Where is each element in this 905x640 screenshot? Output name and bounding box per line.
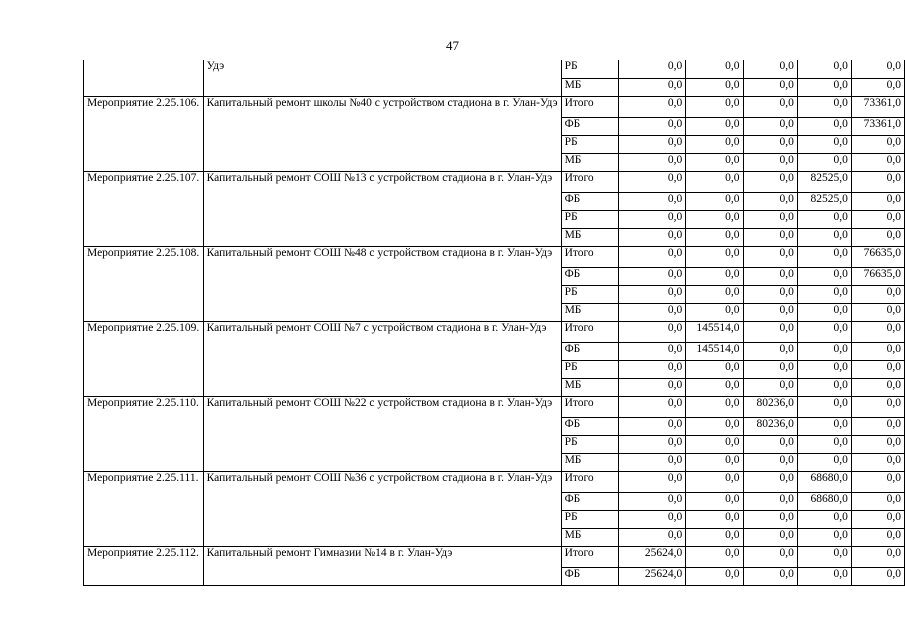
value-cell: 0,0 bbox=[686, 135, 743, 153]
value-cell: 0,0 bbox=[851, 192, 904, 210]
event-name: Мероприятие 2.25.106. bbox=[84, 96, 204, 171]
value-cell: 0,0 bbox=[851, 528, 904, 546]
value-cell: 0,0 bbox=[619, 435, 686, 453]
value-cell: 0,0 bbox=[619, 153, 686, 171]
value-cell: 0,0 bbox=[619, 135, 686, 153]
value-cell: 0,0 bbox=[797, 303, 851, 321]
event-description: Удэ bbox=[203, 60, 561, 96]
value-cell: 0,0 bbox=[619, 321, 686, 342]
event-description: Капитальный ремонт СОШ №13 с устройством стадиона в г. Улан-Удэ bbox=[203, 171, 561, 246]
table-row bbox=[84, 60, 905, 78]
value-cell: 0,0 bbox=[619, 192, 686, 210]
funding-source: МБ bbox=[561, 528, 619, 546]
value-cell: 0,0 bbox=[686, 396, 743, 417]
funding-source: МБ bbox=[561, 303, 619, 321]
value-cell: 0,0 bbox=[797, 360, 851, 378]
value-cell: 0,0 bbox=[851, 567, 904, 585]
value-cell: 0,0 bbox=[686, 471, 743, 492]
value-cell: 73361,0 bbox=[851, 117, 904, 135]
table-row bbox=[84, 546, 905, 567]
value-cell: 0,0 bbox=[686, 96, 743, 117]
value-cell: 0,0 bbox=[851, 171, 904, 192]
value-cell: 0,0 bbox=[851, 435, 904, 453]
table-row bbox=[84, 321, 905, 342]
value-cell: 0,0 bbox=[619, 285, 686, 303]
value-cell: 0,0 bbox=[743, 153, 797, 171]
funding-source: МБ bbox=[561, 153, 619, 171]
table-row bbox=[84, 396, 905, 417]
value-cell: 0,0 bbox=[619, 267, 686, 285]
value-cell: 0,0 bbox=[743, 267, 797, 285]
value-cell: 80236,0 bbox=[743, 417, 797, 435]
event-description: Капитальный ремонт Гимназии №14 в г. Улан-Удэ bbox=[203, 546, 561, 585]
value-cell: 0,0 bbox=[851, 60, 904, 78]
value-cell: 0,0 bbox=[797, 135, 851, 153]
value-cell: 0,0 bbox=[619, 228, 686, 246]
value-cell: 0,0 bbox=[619, 378, 686, 396]
funding-source: МБ bbox=[561, 453, 619, 471]
value-cell: 0,0 bbox=[686, 60, 743, 78]
value-cell: 0,0 bbox=[797, 285, 851, 303]
value-cell: 0,0 bbox=[743, 117, 797, 135]
funding-source: Итого bbox=[561, 396, 619, 417]
value-cell: 0,0 bbox=[797, 210, 851, 228]
value-cell: 76635,0 bbox=[851, 267, 904, 285]
funding-source: ФБ bbox=[561, 492, 619, 510]
value-cell: 0,0 bbox=[797, 378, 851, 396]
value-cell: 0,0 bbox=[743, 228, 797, 246]
funding-source: РБ bbox=[561, 360, 619, 378]
value-cell: 0,0 bbox=[686, 435, 743, 453]
funding-source: МБ bbox=[561, 228, 619, 246]
value-cell: 0,0 bbox=[686, 453, 743, 471]
value-cell: 0,0 bbox=[743, 135, 797, 153]
funding-source: МБ bbox=[561, 78, 619, 96]
value-cell: 0,0 bbox=[851, 135, 904, 153]
funding-source: Итого bbox=[561, 471, 619, 492]
value-cell: 0,0 bbox=[851, 303, 904, 321]
funding-source: РБ bbox=[561, 135, 619, 153]
value-cell: 0,0 bbox=[619, 471, 686, 492]
value-cell: 0,0 bbox=[686, 417, 743, 435]
value-cell: 0,0 bbox=[851, 417, 904, 435]
value-cell: 0,0 bbox=[619, 171, 686, 192]
value-cell: 0,0 bbox=[686, 153, 743, 171]
value-cell: 0,0 bbox=[797, 153, 851, 171]
value-cell: 0,0 bbox=[743, 342, 797, 360]
table-row bbox=[84, 471, 905, 492]
value-cell: 0,0 bbox=[851, 285, 904, 303]
value-cell: 0,0 bbox=[743, 303, 797, 321]
event-name: Мероприятие 2.25.108. bbox=[84, 246, 204, 321]
value-cell: 0,0 bbox=[743, 528, 797, 546]
value-cell: 0,0 bbox=[686, 192, 743, 210]
value-cell: 0,0 bbox=[797, 321, 851, 342]
value-cell: 0,0 bbox=[743, 321, 797, 342]
value-cell: 0,0 bbox=[686, 285, 743, 303]
value-cell: 73361,0 bbox=[851, 96, 904, 117]
value-cell: 0,0 bbox=[686, 360, 743, 378]
value-cell: 0,0 bbox=[686, 171, 743, 192]
funding-source: РБ bbox=[561, 510, 619, 528]
value-cell: 0,0 bbox=[851, 471, 904, 492]
funding-source: Итого bbox=[561, 171, 619, 192]
value-cell: 0,0 bbox=[851, 360, 904, 378]
value-cell: 80236,0 bbox=[743, 396, 797, 417]
budget-table-body bbox=[84, 60, 905, 585]
value-cell: 0,0 bbox=[743, 96, 797, 117]
value-cell: 0,0 bbox=[743, 378, 797, 396]
value-cell: 0,0 bbox=[619, 453, 686, 471]
value-cell: 0,0 bbox=[743, 285, 797, 303]
value-cell: 0,0 bbox=[686, 492, 743, 510]
value-cell: 0,0 bbox=[851, 228, 904, 246]
funding-source: Итого bbox=[561, 546, 619, 567]
funding-source: ФБ bbox=[561, 417, 619, 435]
value-cell: 0,0 bbox=[619, 246, 686, 267]
value-cell: 0,0 bbox=[743, 435, 797, 453]
value-cell: 0,0 bbox=[797, 60, 851, 78]
value-cell: 0,0 bbox=[851, 510, 904, 528]
funding-source: ФБ bbox=[561, 267, 619, 285]
value-cell: 0,0 bbox=[797, 228, 851, 246]
value-cell: 0,0 bbox=[619, 510, 686, 528]
value-cell: 0,0 bbox=[743, 192, 797, 210]
value-cell: 0,0 bbox=[619, 492, 686, 510]
value-cell: 0,0 bbox=[797, 435, 851, 453]
value-cell: 25624,0 bbox=[619, 546, 686, 567]
value-cell: 82525,0 bbox=[797, 192, 851, 210]
value-cell: 0,0 bbox=[619, 360, 686, 378]
value-cell: 0,0 bbox=[686, 378, 743, 396]
value-cell: 0,0 bbox=[743, 171, 797, 192]
table-row bbox=[84, 171, 905, 192]
value-cell: 0,0 bbox=[743, 471, 797, 492]
funding-source: Итого bbox=[561, 321, 619, 342]
value-cell: 0,0 bbox=[797, 96, 851, 117]
event-name-cell bbox=[84, 60, 204, 96]
value-cell: 0,0 bbox=[743, 60, 797, 78]
value-cell: 0,0 bbox=[797, 78, 851, 96]
value-cell: 0,0 bbox=[686, 210, 743, 228]
value-cell: 0,0 bbox=[797, 417, 851, 435]
funding-source: МБ bbox=[561, 378, 619, 396]
value-cell: 0,0 bbox=[619, 303, 686, 321]
value-cell: 0,0 bbox=[851, 321, 904, 342]
value-cell: 0,0 bbox=[797, 528, 851, 546]
value-cell: 0,0 bbox=[743, 546, 797, 567]
value-cell: 76635,0 bbox=[851, 246, 904, 267]
event-description: Капитальный ремонт СОШ №7 с устройством стадиона в г. Улан-Удэ bbox=[203, 321, 561, 396]
event-name: Мероприятие 2.25.112. bbox=[84, 546, 204, 585]
value-cell: 0,0 bbox=[686, 267, 743, 285]
value-cell: 25624,0 bbox=[619, 567, 686, 585]
funding-source: ФБ bbox=[561, 342, 619, 360]
value-cell: 145514,0 bbox=[686, 321, 743, 342]
value-cell: 0,0 bbox=[797, 267, 851, 285]
value-cell: 0,0 bbox=[619, 417, 686, 435]
value-cell: 0,0 bbox=[743, 567, 797, 585]
value-cell: 0,0 bbox=[619, 78, 686, 96]
value-cell: 0,0 bbox=[743, 246, 797, 267]
value-cell: 0,0 bbox=[797, 546, 851, 567]
value-cell: 0,0 bbox=[619, 210, 686, 228]
table-row bbox=[84, 246, 905, 267]
value-cell: 0,0 bbox=[851, 546, 904, 567]
funding-source: Итого bbox=[561, 96, 619, 117]
value-cell: 0,0 bbox=[851, 342, 904, 360]
value-cell: 82525,0 bbox=[797, 171, 851, 192]
value-cell: 0,0 bbox=[743, 78, 797, 96]
value-cell: 0,0 bbox=[797, 246, 851, 267]
value-cell: 0,0 bbox=[851, 153, 904, 171]
value-cell: 0,0 bbox=[686, 246, 743, 267]
value-cell: 0,0 bbox=[686, 567, 743, 585]
budget-table bbox=[83, 60, 905, 586]
funding-source: ФБ bbox=[561, 567, 619, 585]
value-cell: 0,0 bbox=[743, 510, 797, 528]
value-cell: 0,0 bbox=[686, 510, 743, 528]
value-cell: 68680,0 bbox=[797, 471, 851, 492]
value-cell: 0,0 bbox=[619, 117, 686, 135]
value-cell: 0,0 bbox=[743, 210, 797, 228]
event-name: Мероприятие 2.25.111. bbox=[84, 471, 204, 546]
value-cell: 0,0 bbox=[851, 453, 904, 471]
page-number: 47 bbox=[446, 38, 459, 53]
funding-source: РБ bbox=[561, 285, 619, 303]
value-cell: 0,0 bbox=[851, 492, 904, 510]
value-cell: 0,0 bbox=[686, 117, 743, 135]
value-cell: 0,0 bbox=[797, 117, 851, 135]
value-cell: 0,0 bbox=[686, 78, 743, 96]
table-row bbox=[84, 96, 905, 117]
value-cell: 0,0 bbox=[686, 528, 743, 546]
value-cell: 0,0 bbox=[686, 546, 743, 567]
event-name: Мероприятие 2.25.110. bbox=[84, 396, 204, 471]
value-cell: 0,0 bbox=[851, 396, 904, 417]
funding-source: ФБ bbox=[561, 192, 619, 210]
value-cell: 0,0 bbox=[797, 453, 851, 471]
event-description: Капитальный ремонт школы №40 с устройством стадиона в г. Улан-Удэ bbox=[203, 96, 561, 171]
value-cell: 0,0 bbox=[797, 342, 851, 360]
value-cell: 0,0 bbox=[743, 492, 797, 510]
funding-source: РБ bbox=[561, 435, 619, 453]
value-cell: 0,0 bbox=[619, 528, 686, 546]
value-cell: 0,0 bbox=[797, 510, 851, 528]
value-cell: 0,0 bbox=[851, 378, 904, 396]
funding-source: ФБ bbox=[561, 117, 619, 135]
value-cell: 0,0 bbox=[743, 360, 797, 378]
funding-source: Итого bbox=[561, 246, 619, 267]
funding-source: РБ bbox=[561, 210, 619, 228]
funding-source: РБ bbox=[561, 60, 619, 78]
event-description: Капитальный ремонт СОШ №48 с устройством стадиона в г. Улан-Удэ bbox=[203, 246, 561, 321]
event-name: Мероприятие 2.25.107. bbox=[84, 171, 204, 246]
value-cell: 0,0 bbox=[686, 228, 743, 246]
value-cell: 0,0 bbox=[797, 567, 851, 585]
value-cell: 0,0 bbox=[619, 60, 686, 78]
value-cell: 0,0 bbox=[797, 396, 851, 417]
value-cell: 0,0 bbox=[619, 396, 686, 417]
event-description: Капитальный ремонт СОШ №22 с устройством стадиона в г. Улан-Удэ bbox=[203, 396, 561, 471]
value-cell: 0,0 bbox=[851, 210, 904, 228]
event-name: Мероприятие 2.25.109. bbox=[84, 321, 204, 396]
value-cell: 68680,0 bbox=[797, 492, 851, 510]
value-cell: 0,0 bbox=[851, 78, 904, 96]
value-cell: 145514,0 bbox=[686, 342, 743, 360]
value-cell: 0,0 bbox=[619, 96, 686, 117]
value-cell: 0,0 bbox=[686, 303, 743, 321]
event-description: Капитальный ремонт СОШ №36 с устройством стадиона в г. Улан-Удэ bbox=[203, 471, 561, 546]
value-cell: 0,0 bbox=[619, 342, 686, 360]
value-cell: 0,0 bbox=[743, 453, 797, 471]
